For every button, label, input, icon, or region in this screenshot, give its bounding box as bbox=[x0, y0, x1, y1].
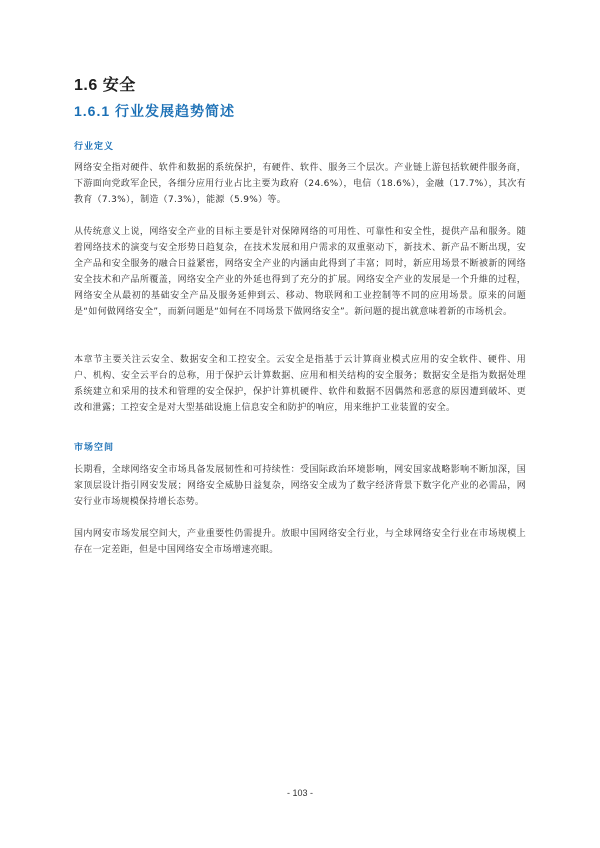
market-heading: 市场空间 bbox=[74, 443, 115, 453]
market-paragraph-1: 长期看，全球网络安全市场具备发展韧性和可持续性：受国际政治环境影响，网安国家战略影响不断加深，国家顶层设计指引网安发展；网络安全威胁日益复杂，网络安全成为了数字经济背景下数字化产业的必需品，网安行业市场规模保持增长态势。 bbox=[74, 465, 526, 507]
subsection-title: 1.6.1 行业发展趋势简述 bbox=[74, 103, 236, 119]
section-title: 1.6 安全 bbox=[74, 77, 136, 94]
definition-heading: 行业定义 bbox=[74, 142, 115, 152]
definition-paragraph-3: 本章节主要关注云安全、数据安全和工控安全。云安全是指基于云计算商业模式应用的安全软件、硬件、用户、机构、安全云平台的总称，用于保护云计算数据、应用和相关结构的安全服务；数据安全是指为数据处理系统建立和采用的技术和管理的安全保护，保护计算机硬件、软件和数据不因偶然和恶意的原因遭到破坏、更改和泄露；工控安全是对大型基础设施上信息安全和防护的响应，用来维护工业装置的安全。 bbox=[74, 355, 526, 413]
definition-paragraph-1: 网络安全指对硬件、软件和数据的系统保护，有硬件、软件、服务三个层次。产业链上游包括软硬件服务商，下游面向党政军企民，各细分应用行业占比主要为政府（24.6%），电信（18.6%），金融（17.7%），其次有教育（7.3%），制造（7.3%），能源（5.9%）等。 bbox=[74, 163, 526, 205]
market-paragraph-2: 国内网安市场发展空间大，产业重要性仍需提升。放眼中国网络安全行业，与全球网络安全行业在市场规模上存在一定差距，但是中国网络安全市场增速亮眼。 bbox=[74, 529, 526, 555]
page-number: - 103 - bbox=[286, 788, 313, 798]
definition-paragraph-2: 从传统意义上说，网络安全产业的目标主要是针对保障网络的可用性、可靠性和安全性，提供产品和服务。随着网络技术的演变与安全形势日趋复杂，在技术发展和用户需求的双重驱动下，新技术、新产品不断出现，安全产品和安全服务的融合日益紧密，网络安全产业的内涵由此得到了丰富；同时，新应用场景不断被新的网络安全技术和产品所覆盖，网络安全产业的外延也得到了充分的扩展。网络安全产业的发展是一个升維的过程，网络安全从最初的基础安全产品及服务延伸到云、移动、物联网和工业控制等不同的应用场景。原来的问题是“如何做网络安全”，而新问题是“如何在不同场景下做网络安全”。新问题的提出就意味着新的市场机会。 bbox=[74, 227, 526, 317]
